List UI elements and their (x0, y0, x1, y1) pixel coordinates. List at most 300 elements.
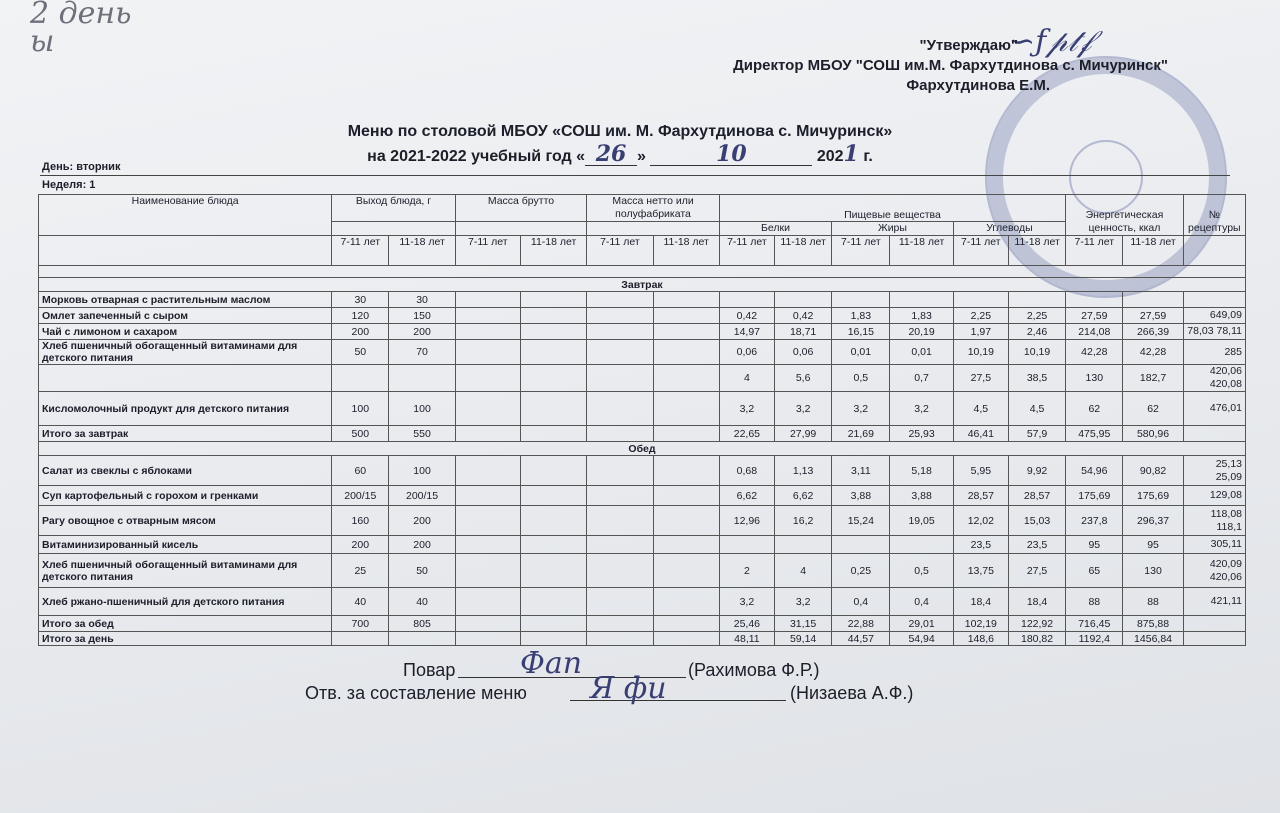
header-carbs: Углеводы (953, 222, 1065, 236)
empty-cell (520, 616, 586, 632)
value-cell: 3,88 (890, 486, 953, 506)
age-header: 7-11 лет (455, 236, 520, 266)
empty-cell (455, 456, 520, 486)
empty-cell (653, 536, 719, 554)
value-cell: 50 (389, 554, 455, 588)
age-header: 11-18 лет (1008, 236, 1065, 266)
dish-name: Морковь отварная с растительным маслом (39, 292, 332, 308)
value-cell: 16,15 (832, 324, 890, 340)
value-cell: 30 (389, 292, 455, 308)
table-row (39, 324, 1246, 340)
value-cell: 200 (389, 506, 455, 536)
empty-cell (455, 292, 520, 308)
cook-name: (Рахимова Ф.Р.) (688, 660, 820, 680)
header-yield: Выход блюда, г (332, 195, 456, 222)
value-cell: 4,5 (953, 392, 1008, 426)
value-cell: 1,83 (890, 308, 953, 324)
value-cell: 200 (389, 324, 455, 340)
empty-cell (653, 588, 719, 616)
value-cell: 50 (332, 340, 389, 365)
value-cell: 59,14 (775, 632, 832, 646)
empty-cell (587, 324, 653, 340)
title-line2 (200, 143, 1040, 168)
value-cell: 2,25 (1008, 308, 1065, 324)
table-row (39, 456, 1246, 486)
empty-cell (455, 392, 520, 426)
value-cell: 0,42 (719, 308, 774, 324)
recipe-number (1183, 426, 1245, 442)
value-cell: 15,24 (832, 506, 890, 536)
dish-name: Салат из свеклы с яблоками (39, 456, 332, 486)
header-name: Наименование блюда (39, 195, 332, 236)
value-cell: 5,95 (953, 456, 1008, 486)
total-row (39, 632, 1246, 646)
empty-cell (653, 308, 719, 324)
value-cell: 0,06 (719, 340, 774, 365)
value-cell: 18,71 (775, 324, 832, 340)
empty-cell (587, 588, 653, 616)
empty-cell (587, 426, 653, 442)
value-cell: 30 (332, 292, 389, 308)
age-header: 11-18 лет (389, 236, 455, 266)
recipe-number (1183, 292, 1245, 308)
empty-cell (653, 554, 719, 588)
value-cell: 237,8 (1066, 506, 1123, 536)
value-cell: 175,69 (1066, 486, 1123, 506)
empty-cell (520, 392, 586, 426)
value-cell: 18,4 (953, 588, 1008, 616)
title-month: 10 (650, 143, 812, 166)
value-cell: 5,18 (890, 456, 953, 486)
dish-name: Рагу овощное с отварным мясом (39, 506, 332, 536)
value-cell: 1456,84 (1123, 632, 1183, 646)
value-cell: 500 (332, 426, 389, 442)
section-row (39, 442, 1246, 456)
cook-signature: Фап (520, 646, 583, 681)
age-header: 11-18 лет (1123, 236, 1183, 266)
value-cell: 54,96 (1066, 456, 1123, 486)
age-header: 7-11 лет (719, 236, 774, 266)
table-row (39, 365, 1246, 392)
header-gap (39, 266, 1246, 278)
table-row (39, 554, 1246, 588)
value-cell (890, 536, 953, 554)
value-cell: 0,5 (890, 554, 953, 588)
value-cell: 2,25 (953, 308, 1008, 324)
value-cell (1123, 292, 1183, 308)
table-row (39, 486, 1246, 506)
value-cell: 160 (332, 506, 389, 536)
value-cell: 15,03 (1008, 506, 1065, 536)
value-cell: 148,6 (953, 632, 1008, 646)
age-header: 11-18 лет (520, 236, 586, 266)
value-cell: 12,02 (953, 506, 1008, 536)
recipe-number: 285 (1183, 340, 1245, 365)
empty-cell (653, 340, 719, 365)
section-title: Завтрак (39, 278, 1246, 292)
value-cell: 18,4 (1008, 588, 1065, 616)
header-gross-spacer (455, 222, 587, 236)
age-header: 7-11 лет (332, 236, 389, 266)
empty-cell (520, 292, 586, 308)
title-quote: » (637, 148, 646, 165)
value-cell (719, 292, 774, 308)
value-cell: 27,99 (775, 426, 832, 442)
value-cell: 65 (1066, 554, 1123, 588)
recipe-number: 421,11 (1183, 588, 1245, 616)
empty-cell (520, 536, 586, 554)
value-cell: 100 (389, 392, 455, 426)
week-value: 1 (89, 179, 96, 191)
value-cell: 182,7 (1123, 365, 1183, 392)
value-cell: 4,5 (1008, 392, 1065, 426)
value-cell: 23,5 (953, 536, 1008, 554)
title-year-start: 202 (816, 148, 844, 165)
value-cell: 175,69 (1123, 486, 1183, 506)
value-cell: 875,88 (1123, 616, 1183, 632)
value-cell: 214,08 (1066, 324, 1123, 340)
table-row (39, 536, 1246, 554)
value-cell: 46,41 (953, 426, 1008, 442)
value-cell: 200 (332, 536, 389, 554)
value-cell: 3,2 (775, 392, 832, 426)
value-cell: 88 (1123, 588, 1183, 616)
value-cell: 3,2 (832, 392, 890, 426)
value-cell (953, 292, 1008, 308)
value-cell (775, 292, 832, 308)
value-cell: 28,57 (953, 486, 1008, 506)
value-cell: 120 (332, 308, 389, 324)
title-year-end: 1 (843, 141, 859, 167)
value-cell: 29,01 (890, 616, 953, 632)
value-cell: 100 (389, 456, 455, 486)
responsible-label: Отв. за составление меню (305, 683, 527, 703)
header-yield-spacer (332, 222, 456, 236)
value-cell: 48,11 (719, 632, 774, 646)
empty-cell (520, 426, 586, 442)
dish-name: Чай с лимоном и сахаром (39, 324, 332, 340)
value-cell: 102,19 (953, 616, 1008, 632)
empty-cell (455, 324, 520, 340)
value-cell: 16,2 (775, 506, 832, 536)
empty-cell (520, 486, 586, 506)
recipe-number: 305,11 (1183, 536, 1245, 554)
value-cell: 62 (1066, 392, 1123, 426)
header-proteins: Белки (719, 222, 831, 236)
recipe-number: 118,08 118,1 (1183, 506, 1245, 536)
value-cell: 3,2 (775, 588, 832, 616)
empty-cell (520, 308, 586, 324)
value-cell: 6,62 (775, 486, 832, 506)
value-cell: 27,5 (1008, 554, 1065, 588)
value-cell: 9,92 (1008, 456, 1065, 486)
value-cell: 40 (332, 588, 389, 616)
director-signature: ∽ƒ𝓅𝓉𝒻 (1010, 24, 1092, 59)
value-cell: 14,97 (719, 324, 774, 340)
value-cell: 130 (1066, 365, 1123, 392)
empty-cell (520, 554, 586, 588)
empty-cell (653, 324, 719, 340)
value-cell: 0,4 (890, 588, 953, 616)
header-nutrients: Пищевые вещества (719, 195, 1065, 222)
empty-cell (455, 308, 520, 324)
value-cell: 31,15 (775, 616, 832, 632)
recipe-number: 476,01 (1183, 392, 1245, 426)
table-row (39, 392, 1246, 426)
responsible-signature: Я фи (590, 671, 667, 706)
empty-cell (455, 426, 520, 442)
divider (40, 175, 1230, 176)
value-cell: 475,95 (1066, 426, 1123, 442)
menu-table (38, 194, 1246, 646)
value-cell: 0,5 (832, 365, 890, 392)
dish-name (39, 365, 332, 392)
table-row (39, 292, 1246, 308)
value-cell: 200 (332, 324, 389, 340)
value-cell: 40 (389, 588, 455, 616)
empty-cell (587, 486, 653, 506)
recipe-number: 420,06 420,08 (1183, 365, 1245, 392)
value-cell: 0,4 (832, 588, 890, 616)
value-cell: 13,75 (953, 554, 1008, 588)
header-fats: Жиры (832, 222, 953, 236)
age-header: 11-18 лет (775, 236, 832, 266)
value-cell (332, 365, 389, 392)
empty-cell (520, 632, 586, 646)
value-cell: 200/15 (389, 486, 455, 506)
empty-cell (455, 616, 520, 632)
empty-cell (653, 292, 719, 308)
value-cell: 54,94 (890, 632, 953, 646)
age-header-row (39, 236, 1246, 266)
value-cell: 6,62 (719, 486, 774, 506)
header-net: Масса нетто или полуфабриката (587, 195, 720, 222)
empty-cell (653, 486, 719, 506)
table-row (39, 308, 1246, 324)
value-cell: 200/15 (332, 486, 389, 506)
recipe-number: 78,03 78,11 (1183, 324, 1245, 340)
value-cell: 0,06 (775, 340, 832, 365)
value-cell: 1192,4 (1066, 632, 1123, 646)
empty-cell (653, 392, 719, 426)
value-cell: 0,68 (719, 456, 774, 486)
value-cell: 95 (1123, 536, 1183, 554)
header-recipe: № рецептуры (1183, 195, 1245, 236)
empty-cell (587, 365, 653, 392)
value-cell (389, 365, 455, 392)
empty-cell (653, 426, 719, 442)
empty-cell (587, 340, 653, 365)
table-row (39, 506, 1246, 536)
value-cell: 3,11 (832, 456, 890, 486)
approval-name: Фархутдинова Е.М. (906, 77, 1050, 94)
empty-cell (520, 456, 586, 486)
value-cell: 23,5 (1008, 536, 1065, 554)
value-cell (832, 292, 890, 308)
value-cell: 4 (775, 554, 832, 588)
value-cell (389, 632, 455, 646)
recipe-number: 420,09 420,06 (1183, 554, 1245, 588)
empty-cell (520, 365, 586, 392)
value-cell: 19,05 (890, 506, 953, 536)
empty-cell (455, 506, 520, 536)
value-cell: 266,39 (1123, 324, 1183, 340)
age-header: 7-11 лет (832, 236, 890, 266)
value-cell (775, 536, 832, 554)
value-cell: 0,25 (832, 554, 890, 588)
empty-cell (653, 506, 719, 536)
value-cell: 44,57 (832, 632, 890, 646)
empty-cell (587, 308, 653, 324)
empty-cell (455, 365, 520, 392)
value-cell: 10,19 (1008, 340, 1065, 365)
age-header: 11-18 лет (890, 236, 953, 266)
empty-cell (587, 632, 653, 646)
recipe-number: 129,08 (1183, 486, 1245, 506)
dish-name: Итого за обед (39, 616, 332, 632)
empty-cell (455, 554, 520, 588)
empty-cell (653, 365, 719, 392)
value-cell: 1,97 (953, 324, 1008, 340)
value-cell: 1,13 (775, 456, 832, 486)
value-cell: 4 (719, 365, 774, 392)
recipe-number: 649,09 (1183, 308, 1245, 324)
empty-cell (520, 324, 586, 340)
total-row (39, 616, 1246, 632)
value-cell: 21,69 (832, 426, 890, 442)
empty-cell (455, 536, 520, 554)
dish-name: Итого за день (39, 632, 332, 646)
value-cell: 180,82 (1008, 632, 1065, 646)
recipe-number (1183, 632, 1245, 646)
empty-cell (455, 486, 520, 506)
value-cell: 42,28 (1066, 340, 1123, 365)
dish-name: Витаминизированный кисель (39, 536, 332, 554)
day-value: вторник (76, 161, 121, 173)
value-cell: 57,9 (1008, 426, 1065, 442)
cook-label: Повар (403, 660, 456, 680)
empty-cell (520, 588, 586, 616)
value-cell: 28,57 (1008, 486, 1065, 506)
value-cell (832, 536, 890, 554)
dish-name: Итого за завтрак (39, 426, 332, 442)
age-header: 7-11 лет (953, 236, 1008, 266)
value-cell: 27,59 (1123, 308, 1183, 324)
section-title: Обед (39, 442, 1246, 456)
value-cell: 90,82 (1123, 456, 1183, 486)
handwritten-corner-note: 2 день ы (30, 0, 132, 59)
value-cell: 200 (389, 536, 455, 554)
value-cell (890, 292, 953, 308)
value-cell: 130 (1123, 554, 1183, 588)
value-cell: 3,2 (890, 392, 953, 426)
dish-name: Суп картофельный с горохом и гренками (39, 486, 332, 506)
value-cell: 296,37 (1123, 506, 1183, 536)
document-title (200, 121, 1040, 168)
table-row (39, 340, 1246, 365)
value-cell: 3,2 (719, 588, 774, 616)
value-cell: 27,59 (1066, 308, 1123, 324)
recipe-number (1183, 616, 1245, 632)
dish-name: Кисломолочный продукт для детского питания (39, 392, 332, 426)
value-cell: 805 (389, 616, 455, 632)
value-cell: 62 (1123, 392, 1183, 426)
empty-cell (587, 292, 653, 308)
age-header: 7-11 лет (587, 236, 653, 266)
week-meta (42, 179, 95, 191)
header-recipe-spacer (1183, 236, 1245, 266)
value-cell: 100 (332, 392, 389, 426)
header-energy: Энергетическая ценность, ккал (1066, 195, 1183, 236)
empty-cell (587, 554, 653, 588)
value-cell: 0,7 (890, 365, 953, 392)
value-cell: 22,65 (719, 426, 774, 442)
empty-cell (653, 456, 719, 486)
empty-cell (587, 456, 653, 486)
table-row (39, 588, 1246, 616)
value-cell: 10,19 (953, 340, 1008, 365)
value-cell: 2,46 (1008, 324, 1065, 340)
value-cell: 5,6 (775, 365, 832, 392)
empty-cell (587, 616, 653, 632)
empty-cell (587, 536, 653, 554)
header-name-spacer (39, 236, 332, 266)
approval-heading: "Утверждаю" (919, 37, 1018, 54)
value-cell: 550 (389, 426, 455, 442)
week-label: Неделя: (42, 179, 87, 191)
value-cell: 2 (719, 554, 774, 588)
empty-cell (653, 632, 719, 646)
title-line1: Меню по столовой МБОУ «СОШ им. М. Фархутдинова с. Мичуринск» (347, 123, 893, 140)
approval-block (733, 36, 1168, 96)
value-cell (719, 536, 774, 554)
approval-director: Директор МБОУ "СОШ им.М. Фархутдинова с. Мичуринск" (733, 57, 1168, 74)
age-header: 11-18 лет (653, 236, 719, 266)
title-year-suffix: г. (863, 148, 873, 165)
value-cell: 716,45 (1066, 616, 1123, 632)
empty-cell (587, 506, 653, 536)
header-net-spacer (587, 222, 720, 236)
dish-name: Хлеб ржано-пшеничный для детского питания (39, 588, 332, 616)
empty-cell (587, 392, 653, 426)
value-cell: 580,96 (1123, 426, 1183, 442)
empty-cell (520, 340, 586, 365)
dish-name: Хлеб пшеничный обогащенный витаминами для детского питания (39, 554, 332, 588)
empty-cell (653, 616, 719, 632)
value-cell: 95 (1066, 536, 1123, 554)
day-label: День: (42, 161, 74, 173)
empty-cell (455, 632, 520, 646)
value-cell: 22,88 (832, 616, 890, 632)
responsible-name: (Низаева А.Ф.) (790, 683, 914, 703)
value-cell: 3,88 (832, 486, 890, 506)
value-cell (1008, 292, 1065, 308)
section-row (39, 278, 1246, 292)
empty-cell (455, 340, 520, 365)
value-cell: 88 (1066, 588, 1123, 616)
age-header: 7-11 лет (1066, 236, 1123, 266)
empty-cell (455, 588, 520, 616)
day-meta (42, 161, 120, 173)
dish-name: Омлет запеченный с сыром (39, 308, 332, 324)
value-cell: 0,01 (890, 340, 953, 365)
value-cell: 12,96 (719, 506, 774, 536)
value-cell: 25,46 (719, 616, 774, 632)
title-year-prefix: на 2021-2022 учебный год « (367, 148, 586, 165)
empty-cell (520, 506, 586, 536)
value-cell: 3,2 (719, 392, 774, 426)
value-cell: 122,92 (1008, 616, 1065, 632)
